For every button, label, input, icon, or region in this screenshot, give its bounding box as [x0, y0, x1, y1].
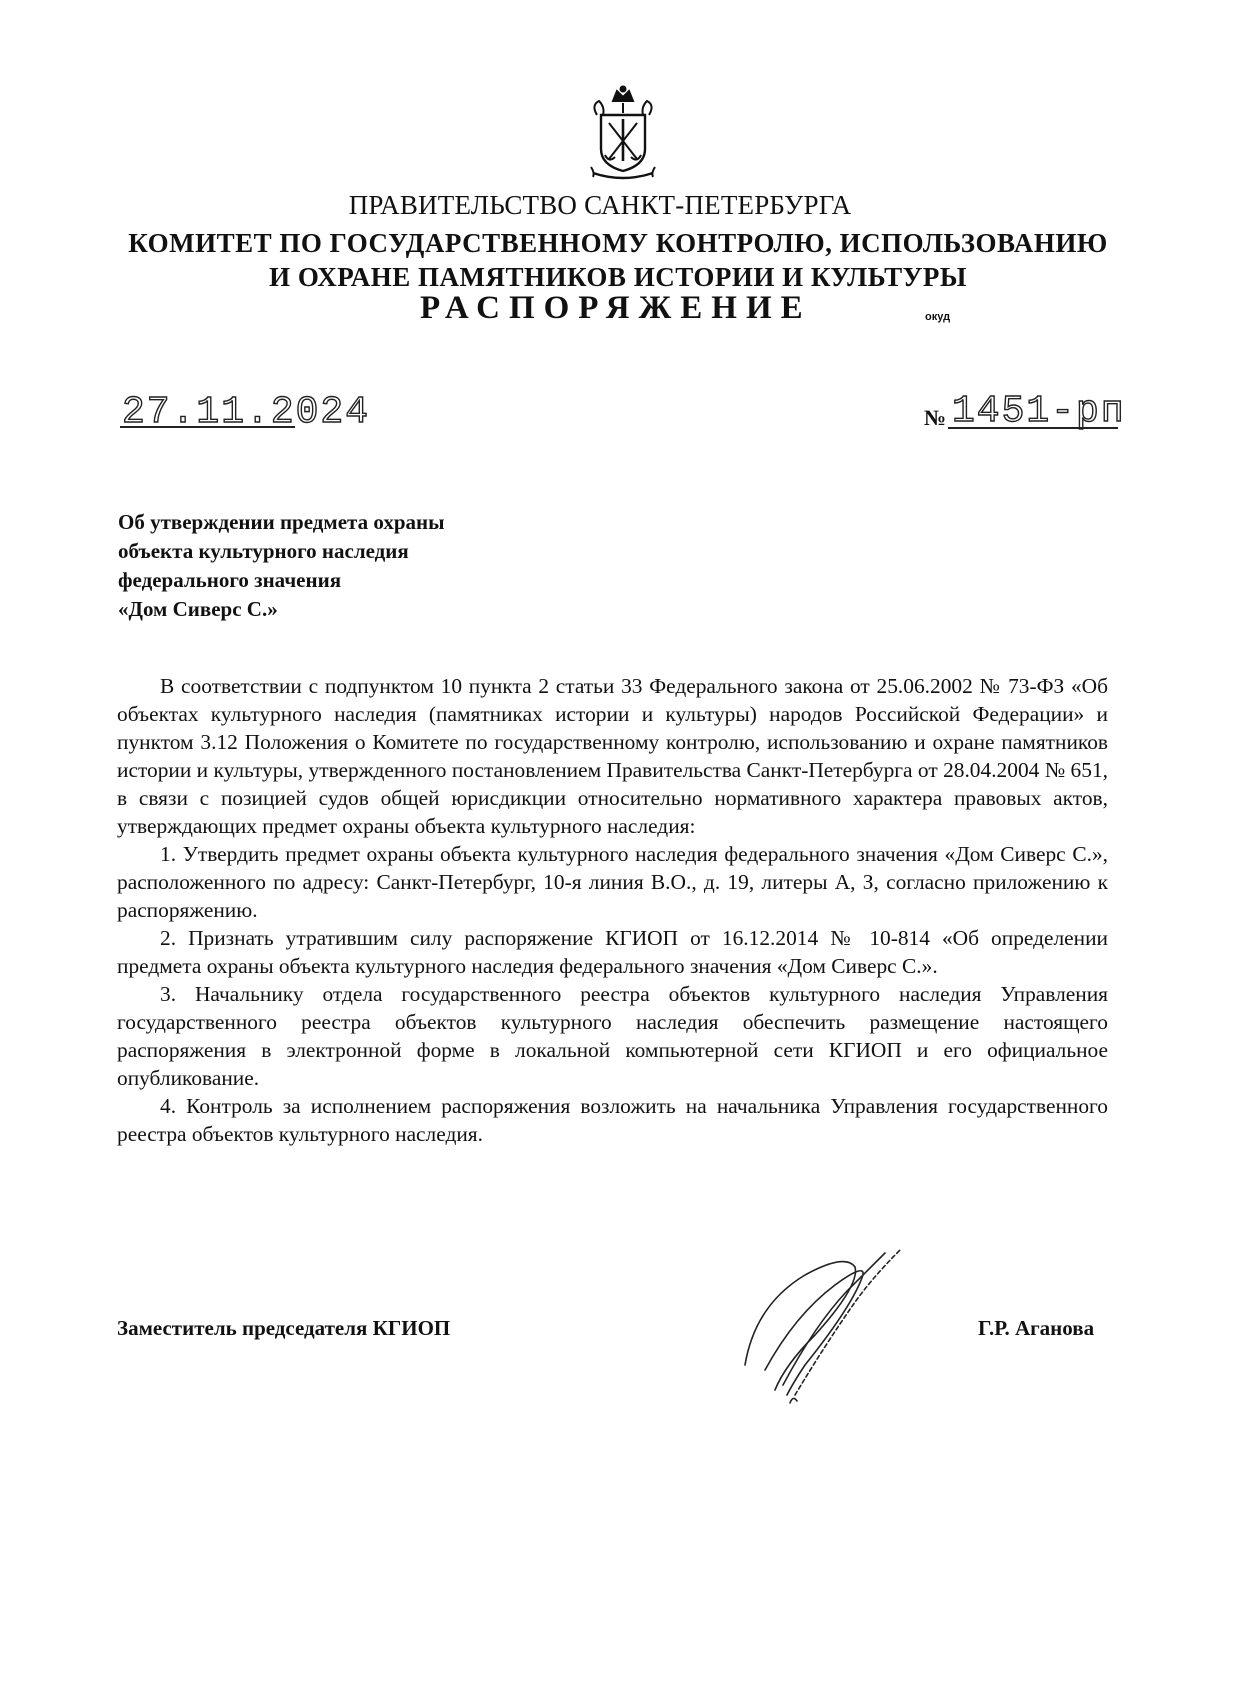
signatory-name: Г.Р. Аганова	[978, 1316, 1095, 1340]
preamble-paragraph: В соответствии с подпунктом 10 пункта 2 статьи 33 Федерального закона от 25.06.2002 № 73-ФЗ «Об объектах культурного наследия (памятниках истории и культуры) народов Российской Федерации» и пунктом 3.12 Положения о Комитете по государственному контролю, использованию и охране памятников истории и культуры, утвержденного постановлением Правительства Санкт-Петербурга от 28.04.2004 № 651, в связи с позицией судов общей юрисдикции относительно нормативного характера правовых актов, утверждающих предмет охраны объекта культурного наследия:	[117, 674, 1108, 838]
subject-line: федерального значения	[118, 568, 342, 592]
number-text: 1451-рп	[952, 390, 1126, 433]
subject-line: Об утверждении предмета охраны	[118, 510, 445, 534]
item-paragraph-1: 1. Утвердить предмет охраны объекта культурного наследия федерального значения «Дом Сиверс С.», расположенного по адресу: Санкт-Петербург, 10-я линия В.О., д. 19, литеры А, З, согласно приложению к распоряжению.	[117, 842, 1108, 922]
committee-line-1: КОМИТЕТ ПО ГОСУДАРСТВЕННОМУ КОНТРОЛЮ, ИСПОЛЬЗОВАНИЮ	[128, 228, 1108, 258]
document-date	[120, 384, 371, 434]
number-underline	[948, 427, 1118, 429]
item-paragraph-2: 2. Признать утратившим силу распоряжение КГИОП от 16.12.2014 № 10-814 «Об определении предмета охраны объекта культурного наследия федерального значения «Дом Сиверс С.».	[117, 926, 1108, 978]
signatory-title: Заместитель председателя КГИОП	[117, 1316, 451, 1340]
document-number	[948, 383, 1126, 433]
handwritten-signature-icon	[735, 1245, 905, 1405]
coat-of-arms-icon	[585, 85, 661, 181]
date-underline	[120, 426, 295, 428]
okud-label: окуд	[925, 311, 951, 323]
document-type: РАСПОРЯЖЕНИЕ	[420, 290, 812, 326]
date-text: 27.11.2024	[122, 391, 371, 434]
committee-line-2: И ОХРАНЕ ПАМЯТНИКОВ ИСТОРИИ И КУЛЬТУРЫ	[269, 262, 967, 292]
government-name: ПРАВИТЕЛЬСТВО САНКТ-ПЕТЕРБУРГА	[348, 190, 852, 220]
document-subject	[118, 508, 445, 624]
item-paragraph-3: 3. Начальнику отдела государственного реестра объектов культурного наследия Управления государственного реестра объектов культурного наследия обеспечить размещение настоящего распоряжения в электронной форме в локальной компьютерной сети КГИОП и его официальное опубликование.	[117, 982, 1108, 1090]
subject-line: объекта культурного наследия	[118, 539, 409, 563]
subject-line: «Дом Сиверс С.»	[118, 597, 278, 621]
committee-name	[0, 226, 1236, 294]
document-body	[117, 672, 1108, 1148]
number-sign: №	[924, 405, 947, 430]
item-paragraph-4: 4. Контроль за исполнением распоряжения возложить на начальника Управления государственного реестра объектов культурного наследия.	[117, 1094, 1108, 1146]
